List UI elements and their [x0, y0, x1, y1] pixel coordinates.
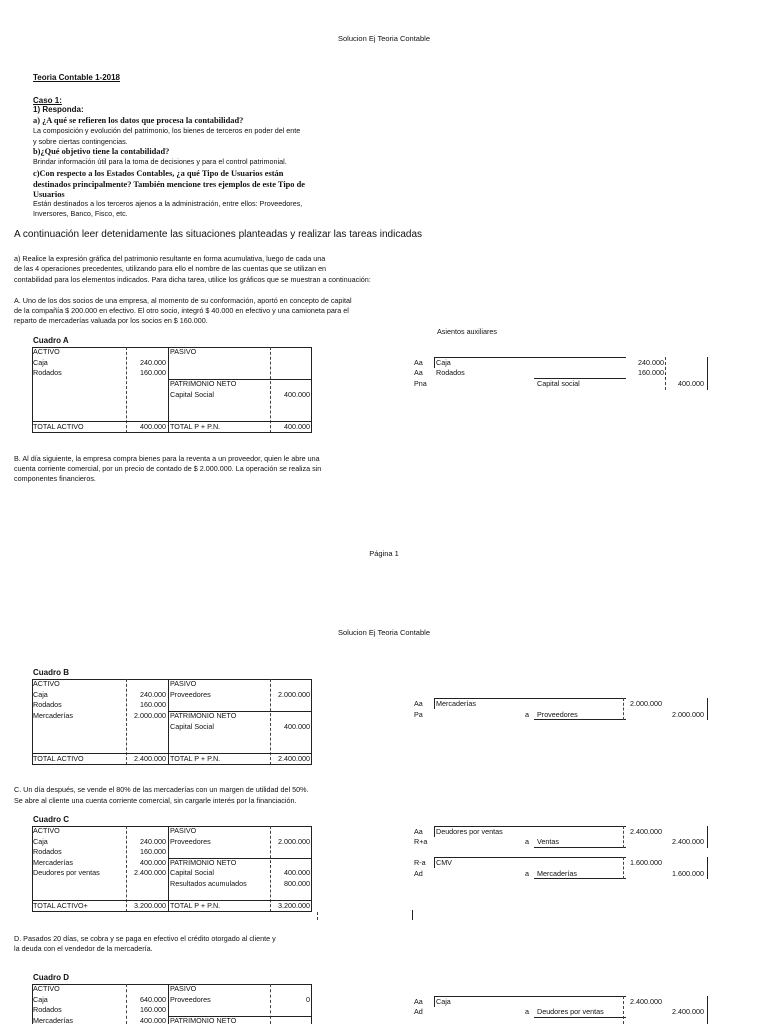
row-value: 400.000 — [140, 858, 166, 867]
row-label: Rodados — [33, 1005, 62, 1014]
row-value: 400.000 — [140, 1016, 166, 1025]
answer-a-line1: La composición y evolución del patrimonio, los bienes de terceros en poder del ente — [33, 126, 301, 135]
op-a-line1: A. Uno de los dos socios de una empresa, al momento de su conformación, aportó en concepto de capital — [14, 296, 352, 305]
cuadro-d-table — [32, 984, 312, 1024]
total-value: 3.200.000 — [134, 901, 166, 910]
page-header: Solucion Ej Teoria Contable — [337, 34, 430, 43]
row-label: Caja — [33, 837, 48, 846]
asiento-haber: 400.000 — [678, 379, 704, 388]
asiento-haber: 1.600.000 — [672, 869, 704, 878]
cuadro-b-table — [32, 679, 312, 765]
asiento-a: a — [525, 710, 529, 719]
document-title: Teoria Contable 1-2018 — [33, 73, 120, 82]
asiento-code: Aa — [414, 699, 423, 708]
row-label: Capital Social — [170, 390, 214, 399]
total-value: 2.400.000 — [278, 754, 310, 763]
op-b-line3: componentes financieros. — [14, 474, 96, 483]
row-label: Deudores por ventas — [33, 868, 100, 877]
pasivo-header: PASIVO — [170, 984, 197, 993]
activo-header: ACTIVO — [33, 984, 60, 993]
asiento-a: a — [525, 1007, 529, 1016]
question-c-line3: Usuarios — [33, 190, 65, 199]
asiento-debe-cuenta: Caja — [436, 997, 451, 1006]
cuadro-d-title: Cuadro D — [33, 973, 69, 982]
task-a-line1: a) Realice la expresión gráfica del patrimonio resultante en forma acumulativa, luego de cada una — [14, 254, 326, 263]
row-value: 0 — [306, 995, 310, 1004]
row-label: Rodados — [33, 700, 62, 709]
row-value: 2.000.000 — [278, 690, 310, 699]
answer-a-line2: y sobre ciertas contingencias. — [33, 137, 128, 146]
row-value: 160.000 — [140, 1005, 166, 1014]
answer-c-line2: Inversores, Banco, Fisco, etc. — [33, 209, 128, 218]
total-label: TOTAL P + P.N. — [170, 422, 221, 431]
asiento-a — [412, 357, 712, 390]
activo-header: ACTIVO — [33, 347, 60, 356]
row-label: Resultados acumulados — [170, 879, 247, 888]
row-label: Rodados — [33, 847, 62, 856]
cuadro-a-table — [32, 347, 312, 433]
activo-header: ACTIVO — [33, 826, 60, 835]
row-value: 2.000.000 — [278, 837, 310, 846]
asiento-debe-cuenta: Deudores por ventas — [436, 827, 503, 836]
answer-b: Brindar información útil para la toma de decisiones y para el control patrimonial. — [33, 157, 287, 166]
cuadro-b-title: Cuadro B — [33, 668, 69, 677]
pn-header: PATRIMONIO NETO — [170, 711, 237, 720]
op-d-line1: D. Pasados 20 días, se cobra y se paga en efectivo el crédito otorgado al cliente y — [14, 934, 276, 943]
task-a-line3: contabilidad para los elementos indicados. Para dicha tarea, utilice los gráficos que se muestran a continuación: — [14, 275, 371, 284]
asientos-label: Asientos auxiliares — [437, 327, 497, 336]
asiento-haber-cuenta: Proveedores — [537, 710, 578, 719]
asiento-haber-cuenta: Ventas — [537, 837, 559, 846]
total-label: TOTAL P + P.N. — [170, 901, 221, 910]
asiento-haber: 2.400.000 — [672, 837, 704, 846]
responda-heading: 1) Responda: — [33, 105, 84, 114]
total-value: 2.400.000 — [134, 754, 166, 763]
total-value: 400.000 — [284, 422, 310, 431]
pn-header: PATRIMONIO NETO — [170, 858, 237, 867]
asiento-code: Aa — [414, 358, 423, 367]
asiento-haber-cuenta: Mercaderías — [537, 869, 577, 878]
total-label: TOTAL ACTIVO+ — [33, 901, 88, 910]
total-value: 3.200.000 — [278, 901, 310, 910]
asiento-c1 — [412, 826, 712, 848]
row-label: Proveedores — [170, 837, 211, 846]
asiento-debe-cuenta: Mercaderías — [436, 699, 476, 708]
pasivo-header: PASIVO — [170, 347, 197, 356]
asiento-haber-cuenta: Deudores por ventas — [537, 1007, 604, 1016]
asiento-haber: 2.000.000 — [672, 710, 704, 719]
row-value: 2.000.000 — [134, 711, 166, 720]
row-label: Caja — [33, 358, 48, 367]
cuadro-c-table — [32, 826, 312, 912]
caso-heading: Caso 1: — [33, 96, 62, 105]
op-b-line1: B. Al día siguiente, la empresa compra bienes para la reventa a un proveedor, quien le abre una — [14, 454, 320, 463]
asiento-debe-cuenta: CMV — [436, 858, 452, 867]
row-value: 160.000 — [140, 368, 166, 377]
row-label: Mercaderías — [33, 1016, 73, 1025]
row-value: 400.000 — [284, 868, 310, 877]
row-value: 240.000 — [140, 837, 166, 846]
asiento-code: Aa — [414, 997, 423, 1006]
total-label: TOTAL ACTIVO — [33, 754, 84, 763]
pasivo-header: PASIVO — [170, 826, 197, 835]
row-value: 400.000 — [284, 390, 310, 399]
pn-header: PATRIMONIO NETO — [170, 1016, 237, 1025]
pn-header: PATRIMONIO NETO — [170, 379, 237, 388]
row-value: 800.000 — [284, 879, 310, 888]
total-value: 400.000 — [140, 422, 166, 431]
op-a-line3: reparto de mercaderías valuada por los socios en $ 160.000. — [14, 316, 208, 325]
question-a: a) ¿A qué se refieren los datos que procesa la contabilidad? — [33, 116, 244, 125]
op-c-line1: C. Un día después, se vende el 80% de las mercaderías con un margen de utilidad del 50%. — [14, 785, 309, 794]
question-b: b)¿Qué objetivo tiene la contabilidad? — [33, 147, 170, 156]
row-label: Caja — [33, 995, 48, 1004]
asiento-code: Ad — [414, 869, 423, 878]
asiento-code: Ad — [414, 1007, 423, 1016]
asiento-code: Aa — [414, 368, 423, 377]
asiento-debe: 2.400.000 — [630, 997, 662, 1006]
op-c-line2: Se abre al cliente una cuenta corriente comercial, sin cargarle interés por la financiación. — [14, 796, 297, 805]
asiento-debe: 1.600.000 — [630, 858, 662, 867]
op-d-line2: la deuda con el vendedor de la mercadería. — [14, 944, 153, 953]
asiento-c2 — [412, 857, 712, 879]
asiento-b — [412, 698, 712, 720]
row-value: 160.000 — [140, 847, 166, 856]
row-value: 2.400.000 — [134, 868, 166, 877]
asiento-debe-cuenta: Rodados — [436, 368, 465, 377]
row-value: 160.000 — [140, 700, 166, 709]
total-label: TOTAL ACTIVO — [33, 422, 84, 431]
pasivo-header: PASIVO — [170, 679, 197, 688]
task-a-line2: de las 4 operaciones precedentes, utilizando para ello el nombre de las cuentas que se utilizan en — [14, 264, 327, 273]
asiento-haber-cuenta: Capital social — [537, 379, 580, 388]
row-label: Mercaderías — [33, 711, 73, 720]
asiento-d — [412, 996, 712, 1024]
asiento-a: a — [525, 869, 529, 878]
asiento-a: a — [525, 837, 529, 846]
row-value: 640.000 — [140, 995, 166, 1004]
op-b-line2: cuenta corriente comercial, por un precio de contado de $ 2.000.000. La operación se realiza sin — [14, 464, 322, 473]
row-label: Proveedores — [170, 690, 211, 699]
row-label: Capital Social — [170, 722, 214, 731]
row-label: Mercaderías — [33, 858, 73, 867]
page-footer: Página 1 — [369, 549, 399, 558]
op-a-line2: de la compañía $ 200.000 en efectivo. El otro socio, integró $ 40.000 en efectivo y una camioneta para el — [14, 306, 349, 315]
row-value: 400.000 — [284, 722, 310, 731]
asiento-debe: 2.000.000 — [630, 699, 662, 708]
total-label: TOTAL P + P.N. — [170, 754, 221, 763]
row-label: Caja — [33, 690, 48, 699]
row-value: 240.000 — [140, 358, 166, 367]
asiento-haber: 2.400.000 — [672, 1007, 704, 1016]
question-c-line1: c)Con respecto a los Estados Contables, ¿a qué Tipo de Usuarios están — [33, 169, 284, 178]
row-label: Capital Social — [170, 868, 214, 877]
question-c-line2: destinados principalmente? También mencione tres ejemplos de este Tipo de — [33, 180, 305, 189]
intro-text: A continuación leer detenidamente las situaciones planteadas y realizar las tareas indicadas — [14, 229, 423, 240]
asiento-code: R-a — [414, 858, 426, 867]
answer-c-line1: Están destinados a los terceros ajenos a la administración, entre ellos: Proveedores, — [33, 199, 303, 208]
asiento-code: Aa — [414, 827, 423, 836]
row-label: Rodados — [33, 368, 62, 377]
page-header: Solucion Ej Teoria Contable — [337, 628, 430, 637]
asiento-code: R+a — [414, 837, 428, 846]
row-value: 240.000 — [140, 690, 166, 699]
row-label: Proveedores — [170, 995, 211, 1004]
asiento-debe: 160.000 — [638, 368, 664, 377]
asiento-debe-cuenta: Caja — [436, 358, 451, 367]
asiento-debe: 2.400.000 — [630, 827, 662, 836]
cuadro-c-title: Cuadro C — [33, 815, 69, 824]
activo-header: ACTIVO — [33, 679, 60, 688]
cuadro-a-title: Cuadro A — [33, 336, 69, 345]
asiento-code: Pna — [414, 379, 427, 388]
asiento-code: Pa — [414, 710, 423, 719]
asiento-debe: 240.000 — [638, 358, 664, 367]
